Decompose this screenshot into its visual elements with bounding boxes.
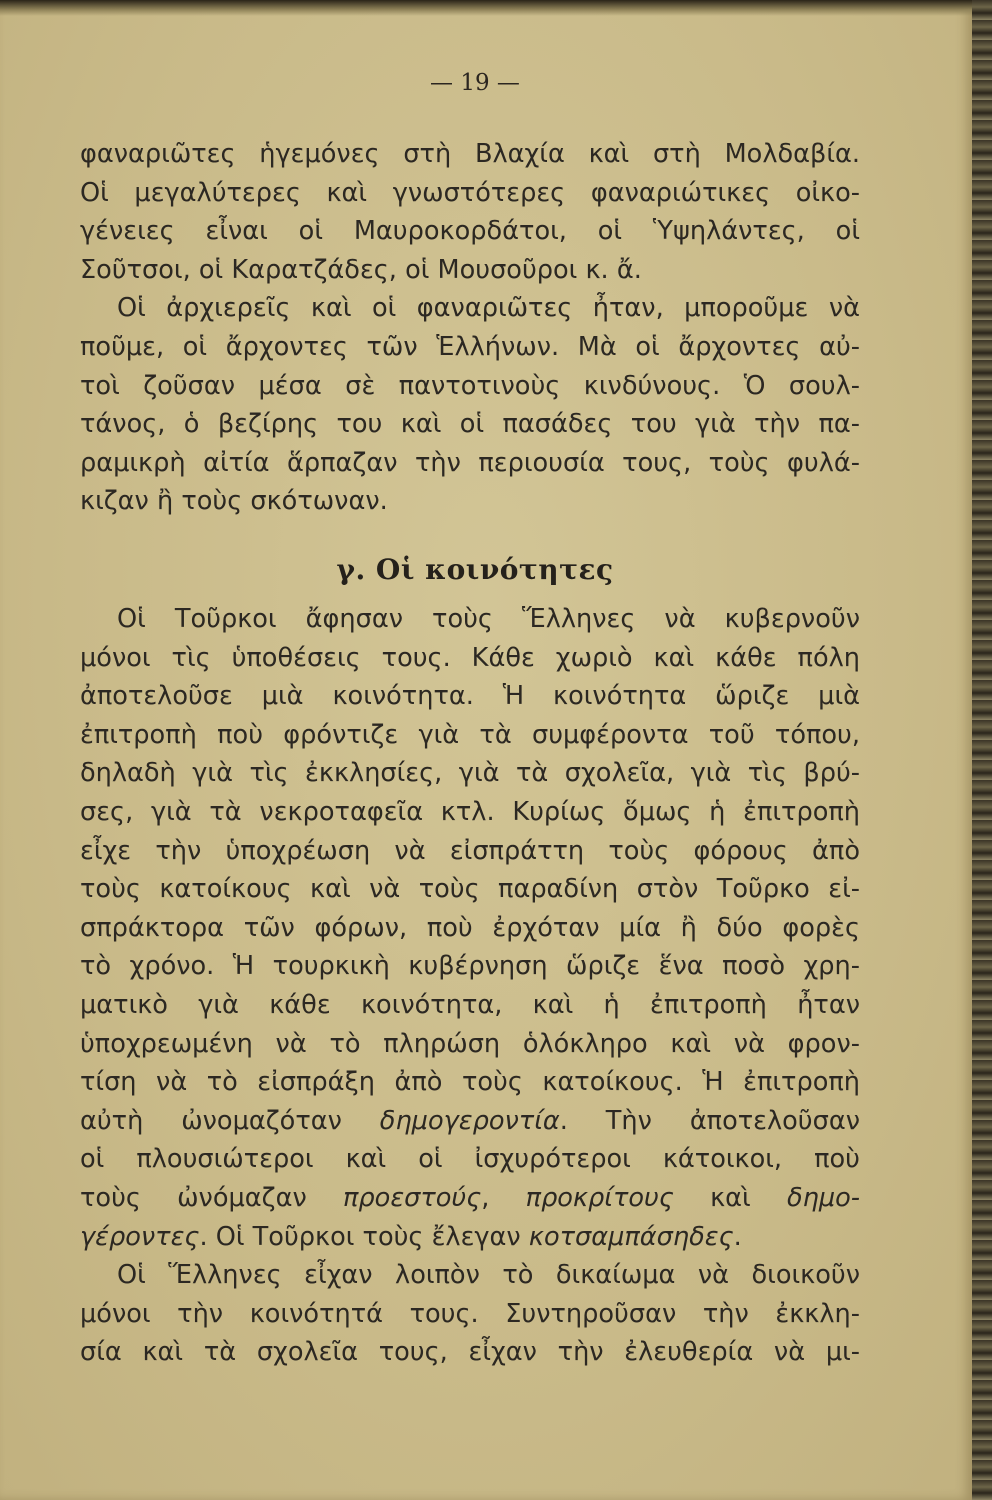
text-line: ραμικρὴ αἰτία ἅρπαζαν τὴν περιουσία τους, τοὺς φυλά- — [80, 447, 860, 478]
text-line: τοὶ ζοῦσαν μέσα σὲ παντοτινοὺς κινδύνους. Ὁ σουλ- — [80, 370, 860, 401]
paragraph-communities — [80, 600, 860, 1372]
italic-term: γέροντες — [80, 1221, 200, 1252]
text-line: φαναριῶτες ἡγεμόνες στὴ Βλαχία καὶ στὴ Μολδαβία. — [80, 139, 860, 169]
italic-term: προκρίτους — [525, 1182, 674, 1213]
text-line: τίση νὰ τὸ εἰσπράξη ἀπὸ τοὺς κατοίκους. Ἡ ἐπιτροπὴ — [80, 1067, 860, 1098]
book-spine — [972, 0, 992, 1500]
text-line: κιζαν ἢ τοὺς σκότωναν. — [80, 486, 388, 517]
text-run: τοὺς ὠνόμαζαν — [80, 1182, 343, 1213]
text-line: γένειες εἶναι οἱ Μαυροκορδάτοι, οἱ Ὑψηλάντες, οἱ — [80, 216, 860, 247]
text-line: Σοῦτσοι, οἱ Καρατζάδες, οἱ Μουσοῦροι κ. ἄ. — [80, 254, 642, 285]
text-line: σες, γιὰ τὰ νεκροταφεῖα κτλ. Κυρίως ὅμως ἡ ἐπιτροπὴ — [80, 796, 860, 827]
text-line: ὑποχρεωμένη νὰ τὸ πληρώση ὁλόκληρο καὶ νὰ φρον- — [80, 1028, 860, 1059]
text-run: , — [481, 1182, 526, 1213]
text-run: . — [733, 1221, 742, 1252]
text-line: μόνοι τὴν κοινότητά τους. Συντηροῦσαν τὴν ἐκκλη- — [80, 1298, 860, 1329]
section-heading: γ. Οἱ κοινότητες — [336, 553, 614, 586]
text-line: οἱ πλουσιώτεροι καὶ οἱ ἰσχυρότεροι κάτοικοι, ποὺ — [80, 1144, 860, 1175]
text-line: τάνος, ὁ βεζίρης του καὶ οἱ πασάδες του γιὰ τὴν πα- — [80, 409, 860, 440]
text-line: δηλαδὴ γιὰ τὶς ἐκκλησίες, γιὰ τὰ σχολεῖα, γιὰ τὶς βρύ- — [80, 758, 860, 789]
text-run: καὶ — [673, 1182, 787, 1213]
page-top-edge — [0, 0, 972, 16]
italic-term: κοτσαμπάσηδες — [528, 1221, 734, 1252]
text-line: ἐπιτροπὴ ποὺ φρόντιζε γιὰ τὰ συμφέροντα τοῦ τόπου, — [80, 719, 860, 750]
text-line: σία καὶ τὰ σχολεῖα τους, εἶχαν τὴν ἐλευθερία νὰ μι- — [80, 1337, 860, 1368]
italic-term: δημο- — [786, 1182, 860, 1213]
text-line: μόνοι τὶς ὑποθέσεις τους. Κάθε χωριὸ καὶ κάθε πόλη — [80, 642, 860, 673]
text-line: Οἱ μεγαλύτερες καὶ γνωστότερες φαναριώτικες οἰκο- — [80, 177, 860, 208]
text-line — [80, 1179, 860, 1218]
text-line: τὸ χρόνο. Ἡ τουρκικὴ κυβέρνηση ὥριζε ἕνα ποσὸ χρη- — [80, 951, 860, 982]
text-line: σπράκτορα τῶν φόρων, ποὺ ἐρχόταν μία ἢ δύο φορὲς — [80, 912, 860, 943]
text-line: ματικὸ γιὰ κάθε κοινότητα, καὶ ἡ ἐπιτροπὴ ἦταν — [80, 989, 860, 1020]
page-number: — 19 — — [430, 70, 520, 96]
text-line: τοὺς κατοίκους καὶ νὰ τοὺς παραδίνη στὸν Τοῦρκο εἰ- — [80, 874, 860, 905]
text-line — [80, 1102, 860, 1141]
text-line: Οἱ Ἕλληνες εἶχαν λοιπὸν τὸ δικαίωμα νὰ διοικοῦν — [117, 1260, 860, 1291]
text-line — [80, 1218, 860, 1257]
italic-term: δημογεροντία — [379, 1105, 560, 1136]
text-line: Οἱ Τοῦρκοι ἄφησαν τοὺς Ἕλληνες νὰ κυβερνοῦν — [117, 604, 860, 634]
text-line: Οἱ ἀρχιερεῖς καὶ οἱ φαναριῶτες ἦταν, μποροῦμε νὰ — [117, 293, 860, 324]
text-line: ἀποτελοῦσε μιὰ κοινότητα. Ἡ κοινότητα ὥριζε μιὰ — [80, 681, 860, 712]
text-line: εἶχε τὴν ὑποχρέωση νὰ εἰσπράττη τοὺς φόρους ἀπὸ — [80, 835, 860, 866]
text-run: αὐτὴ ὠνομαζόταν — [80, 1105, 380, 1136]
text-line: ποῦμε, οἱ ἄρχοντες τῶν Ἑλλήνων. Μὰ οἱ ἄρχοντες αὐ- — [80, 331, 860, 362]
text-run: . Τὴν ἀποτελοῦσαν — [559, 1105, 860, 1136]
text-run: . Οἱ Τοῦρκοι τοὺς ἔλεγαν — [199, 1221, 529, 1252]
italic-term: προεστούς — [343, 1182, 482, 1213]
paragraph-phanariotes — [80, 135, 860, 521]
